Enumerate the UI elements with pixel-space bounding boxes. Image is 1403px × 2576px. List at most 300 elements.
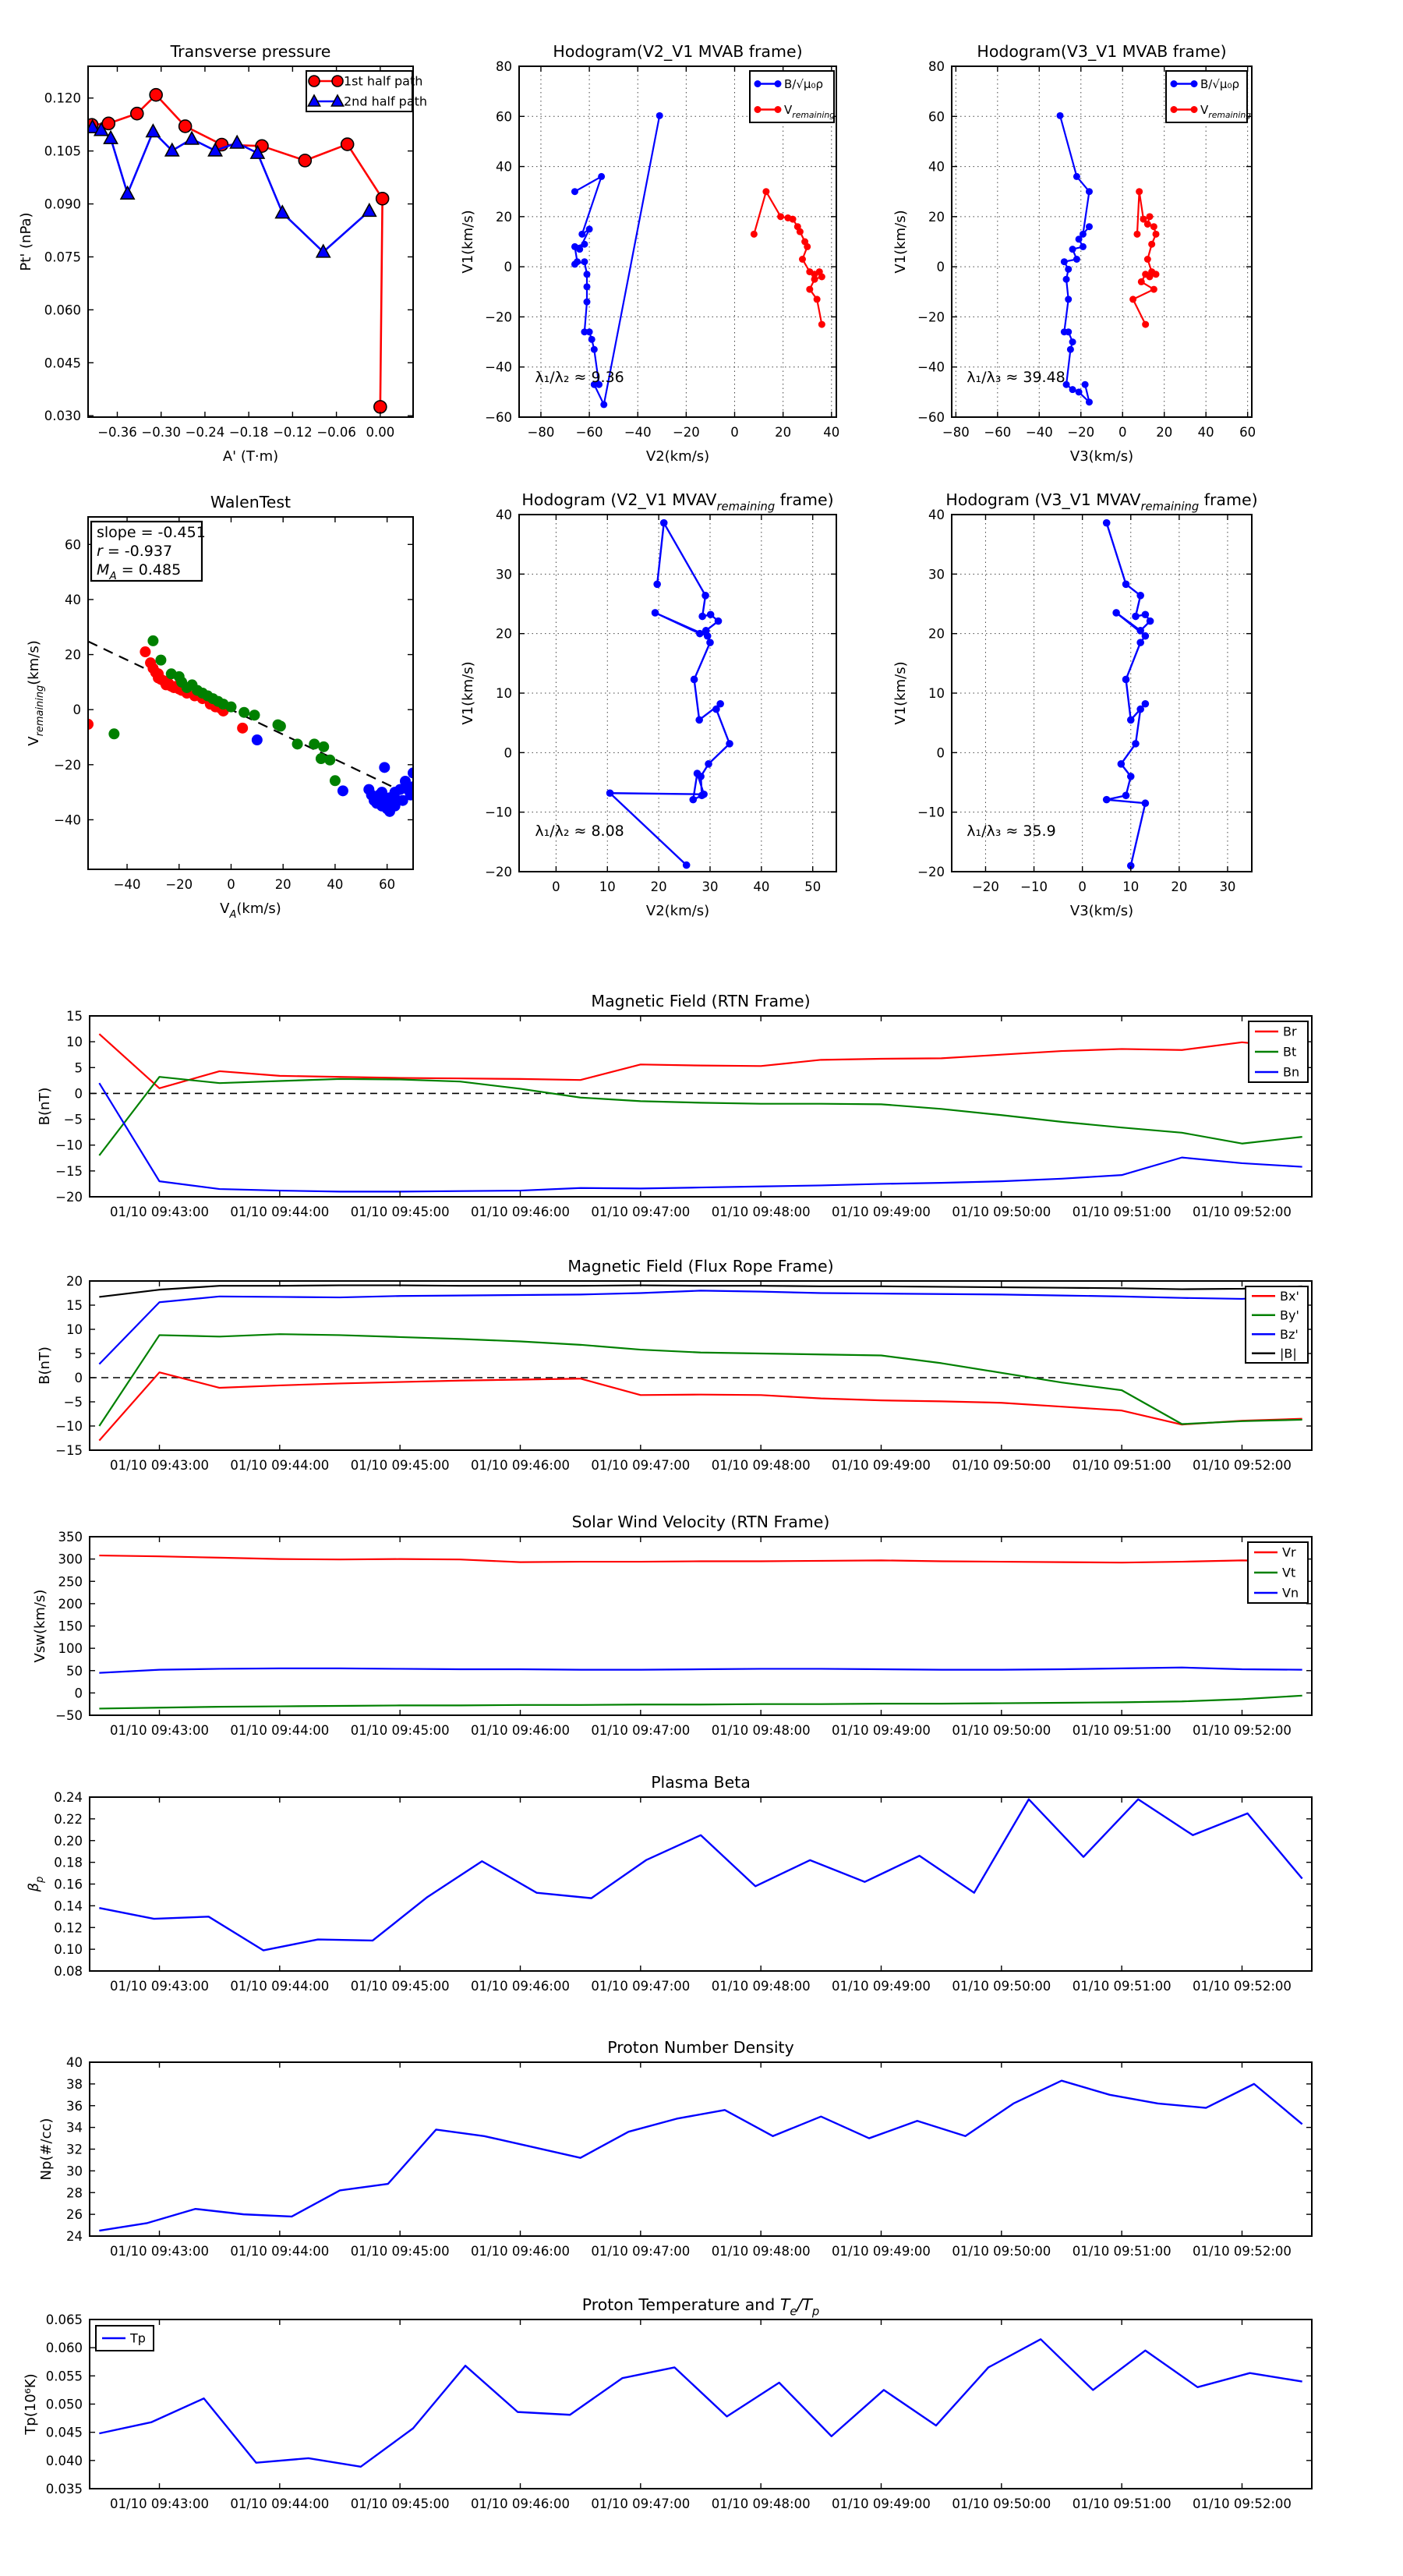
svg-text:0.045: 0.045	[44, 356, 81, 371]
svg-text:01/10 09:44:00: 01/10 09:44:00	[230, 1979, 330, 1994]
tick-labels	[46, 2312, 1292, 2511]
chart-walen-test	[26, 493, 419, 921]
svg-text:0.14: 0.14	[54, 1898, 83, 1914]
ticks	[90, 1281, 1312, 1450]
svg-text:01/10 09:45:00: 01/10 09:45:00	[350, 2244, 450, 2259]
tick-labels	[54, 1790, 1292, 1994]
series-group	[571, 112, 825, 409]
svg-text:20: 20	[928, 626, 945, 642]
svg-text:01/10 09:52:00: 01/10 09:52:00	[1193, 2496, 1292, 2511]
axes-frame	[90, 1797, 1312, 1971]
x-axis-label: V3(km/s)	[1069, 448, 1134, 465]
chart-title: Proton Temperature and $T_e/T_p$	[581, 2295, 820, 2319]
series-Bn	[99, 1083, 1302, 1191]
series-group	[1057, 112, 1160, 405]
svg-text:0.10: 0.10	[54, 1942, 83, 1958]
svg-text:01/10 09:47:00: 01/10 09:47:00	[591, 1723, 691, 1738]
svg-text:−40: −40	[54, 812, 81, 828]
svg-text:60: 60	[379, 877, 396, 892]
svg-text:01/10 09:51:00: 01/10 09:51:00	[1072, 1205, 1172, 1219]
svg-text:01/10 09:50:00: 01/10 09:50:00	[952, 2244, 1051, 2259]
chart-title: Proton Number Density	[607, 2038, 794, 2057]
svg-text:0.12: 0.12	[54, 1920, 83, 1936]
chart-magnetic-field-rtn	[37, 992, 1312, 1219]
svg-text:01/10 09:51:00: 01/10 09:51:00	[1072, 1458, 1172, 1473]
svg-text:Bt: Bt	[1283, 1044, 1297, 1060]
series-group	[86, 89, 389, 413]
svg-text:0.060: 0.060	[45, 2341, 83, 2356]
svg-text:01/10 09:46:00: 01/10 09:46:00	[471, 2244, 570, 2259]
chart-hodogram-v2v1-mvab	[460, 42, 839, 465]
svg-text:01/10 09:51:00: 01/10 09:51:00	[1072, 2244, 1172, 2259]
svg-text:−60: −60	[575, 425, 603, 440]
svg-text:01/10 09:52:00: 01/10 09:52:00	[1193, 2244, 1292, 2259]
x-axis-label: V2(km/s)	[645, 903, 710, 919]
svg-text:10: 10	[496, 686, 512, 701]
svg-text:0.035: 0.035	[45, 2482, 83, 2496]
svg-text:01/10 09:49:00: 01/10 09:49:00	[832, 2496, 931, 2511]
svg-text:20: 20	[496, 209, 512, 225]
svg-text:−80: −80	[527, 425, 555, 440]
svg-text:40: 40	[753, 879, 770, 894]
svg-text:r = -0.937: r = -0.937	[97, 543, 173, 560]
series-group	[99, 1034, 1302, 1191]
ticks	[90, 1797, 1312, 1971]
svg-text:01/10 09:50:00: 01/10 09:50:00	[952, 1458, 1051, 1473]
svg-text:40: 40	[1197, 425, 1214, 440]
svg-text:−40: −40	[917, 359, 945, 375]
series-Tp	[99, 2339, 1302, 2466]
svg-text:0.055: 0.055	[45, 2369, 83, 2384]
chart-magnetic-field-flux-rope	[37, 1257, 1312, 1473]
svg-text:30: 30	[928, 567, 945, 582]
svg-text:01/10 09:43:00: 01/10 09:43:00	[110, 1205, 209, 1219]
svg-text:01/10 09:50:00: 01/10 09:50:00	[952, 1205, 1051, 1219]
series-Bt	[99, 1077, 1302, 1155]
ticks	[90, 1016, 1312, 1197]
svg-text:0.090: 0.090	[44, 196, 81, 212]
svg-text:MA = 0.485: $M_A = 0.485$	[97, 561, 182, 583]
svg-text:34: 34	[66, 2120, 83, 2135]
svg-text:01/10 09:48:00: 01/10 09:48:00	[711, 1205, 811, 1219]
chart-transverse-pressure	[18, 42, 427, 465]
svg-text:01/10 09:52:00: 01/10 09:52:00	[1193, 1979, 1292, 1994]
svg-text:01/10 09:50:00: 01/10 09:50:00	[952, 2496, 1051, 2511]
legend	[1248, 1542, 1308, 1603]
axes-frame	[90, 2319, 1312, 2489]
chart-title: Hodogram (V3_V1 $MVAV_{remaining}$ frame)	[945, 490, 1258, 514]
svg-text:−60: −60	[917, 410, 945, 425]
svg-text:01/10 09:48:00: 01/10 09:48:00	[711, 2244, 811, 2259]
svg-text:−20: −20	[672, 425, 700, 440]
svg-text:Vremaining: $V_{remaining}$	[1200, 103, 1252, 120]
series-group	[83, 635, 419, 817]
svg-text:01/10 09:51:00: 01/10 09:51:00	[1072, 2496, 1172, 2511]
svg-text:01/10 09:45:00: 01/10 09:45:00	[350, 1723, 450, 1738]
x-axis-label: $V_A(km/s)$	[220, 901, 281, 921]
y-axis-label: B(nT)	[37, 1087, 53, 1126]
svg-text:01/10 09:45:00: 01/10 09:45:00	[350, 1979, 450, 1994]
chart-title: Plasma Beta	[651, 1773, 751, 1792]
chart-proton-number-density	[38, 2038, 1312, 2259]
y-axis-label: $V_{remaining}(km/s)$	[26, 640, 46, 746]
stats-box	[91, 522, 206, 582]
svg-text:0.105: 0.105	[44, 143, 81, 159]
svg-text:60: 60	[496, 109, 512, 125]
svg-text:Bn: Bn	[1283, 1064, 1300, 1080]
svg-text:0: 0	[74, 1371, 83, 1385]
svg-text:0: 0	[72, 702, 81, 718]
svg-text:01/10 09:44:00: 01/10 09:44:00	[230, 1205, 330, 1219]
legend	[1249, 1021, 1308, 1082]
annotation: λ₁/λ₂ ≈ 8.08	[535, 823, 624, 840]
tick-labels	[55, 1274, 1292, 1473]
svg-text:01/10 09:48:00: 01/10 09:48:00	[711, 1458, 811, 1473]
legend	[750, 71, 835, 122]
svg-text:Br: Br	[1283, 1024, 1297, 1039]
svg-text:40: 40	[823, 425, 840, 440]
svg-text:40: 40	[66, 2055, 83, 2070]
svg-text:01/10 09:44:00: 01/10 09:44:00	[230, 1723, 330, 1738]
svg-text:B/√μ₀ρ: B/√μ₀ρ	[784, 77, 823, 91]
series-beta	[99, 1799, 1302, 1951]
svg-text:50: 50	[804, 879, 822, 894]
svg-text:0.045: 0.045	[45, 2425, 83, 2440]
y-axis-label: $\beta_p$	[26, 1876, 46, 1892]
svg-text:32: 32	[66, 2142, 83, 2157]
svg-text:−20: −20	[485, 865, 512, 879]
series-group	[1103, 519, 1154, 869]
annotation: λ₁/λ₃ ≈ 35.9	[967, 823, 1056, 840]
svg-text:01/10 09:43:00: 01/10 09:43:00	[110, 1458, 209, 1473]
svg-text:150: 150	[58, 1619, 83, 1634]
chart-hodogram-v3v1-mvav	[892, 490, 1258, 919]
svg-text:01/10 09:46:00: 01/10 09:46:00	[471, 2496, 570, 2511]
svg-text:10: 10	[599, 879, 616, 894]
annotation: λ₁/λ₂ ≈ 9.36	[535, 369, 624, 386]
legend	[1246, 1286, 1308, 1363]
svg-text:20: 20	[775, 425, 792, 440]
svg-text:01/10 09:49:00: 01/10 09:49:00	[832, 1205, 931, 1219]
svg-text:01/10 09:47:00: 01/10 09:47:00	[591, 1205, 691, 1219]
svg-text:20: 20	[274, 877, 292, 892]
svg-text:30: 30	[1219, 879, 1236, 894]
svg-text:01/10 09:49:00: 01/10 09:49:00	[832, 1979, 931, 1994]
legend	[96, 2326, 154, 2351]
svg-text:−10: −10	[485, 805, 512, 820]
svg-text:0: 0	[504, 260, 512, 275]
series-group	[99, 2339, 1302, 2466]
svg-text:50: 50	[66, 1663, 83, 1679]
svg-text:0.030: 0.030	[44, 409, 81, 424]
svg-text:01/10 09:47:00: 01/10 09:47:00	[591, 2496, 691, 2511]
svg-text:60: 60	[928, 109, 945, 125]
svg-text:20: 20	[66, 1274, 83, 1289]
svg-text:01/10 09:49:00: 01/10 09:49:00	[832, 1458, 931, 1473]
svg-text:01/10 09:51:00: 01/10 09:51:00	[1072, 1979, 1172, 1994]
svg-text:|B|: |B|	[1280, 1346, 1297, 1361]
svg-text:01/10 09:45:00: 01/10 09:45:00	[350, 1205, 450, 1219]
series-group	[606, 519, 733, 869]
svg-text:250: 250	[58, 1574, 83, 1590]
svg-text:01/10 09:43:00: 01/10 09:43:00	[110, 2244, 209, 2259]
svg-text:0: 0	[1118, 425, 1127, 440]
series-group	[99, 2081, 1302, 2231]
svg-text:40: 40	[496, 508, 512, 522]
chart-title: Transverse pressure	[170, 42, 331, 61]
svg-text:40: 40	[928, 508, 945, 522]
svg-text:0.22: 0.22	[54, 1811, 83, 1827]
series-Vremaining	[754, 192, 822, 324]
svg-text:40: 40	[928, 159, 945, 175]
svg-text:01/10 09:46:00: 01/10 09:46:00	[471, 1205, 570, 1219]
svg-text:−0.30: −0.30	[141, 425, 181, 440]
svg-text:40: 40	[496, 159, 512, 175]
y-axis-label: V1(km/s)	[460, 661, 476, 725]
svg-text:0.16: 0.16	[54, 1877, 83, 1892]
svg-text:slope = -0.451: slope = -0.451	[97, 524, 206, 541]
x-axis-label: A' (T·m)	[222, 448, 279, 465]
svg-text:By': By'	[1280, 1307, 1299, 1323]
svg-text:−60: −60	[984, 425, 1012, 440]
series-Vn	[99, 1668, 1302, 1673]
grid	[519, 515, 836, 872]
svg-text:10: 10	[66, 1035, 83, 1050]
svg-text:01/10 09:52:00: 01/10 09:52:00	[1193, 1205, 1292, 1219]
svg-text:0.18: 0.18	[54, 1855, 83, 1870]
svg-text:01/10 09:50:00: 01/10 09:50:00	[952, 1723, 1051, 1738]
svg-text:−0.12: −0.12	[273, 425, 313, 440]
svg-text:01/10 09:52:00: 01/10 09:52:00	[1193, 1458, 1292, 1473]
svg-text:01/10 09:46:00: 01/10 09:46:00	[471, 1723, 570, 1738]
svg-text:Vt: Vt	[1282, 1565, 1296, 1580]
legend	[306, 71, 427, 111]
ticks	[90, 2319, 1312, 2489]
ticks	[90, 2062, 1312, 2236]
svg-text:0: 0	[74, 1086, 83, 1102]
svg-text:30: 30	[496, 567, 512, 582]
y-axis-label: V1(km/s)	[892, 210, 909, 274]
y-axis-label: V1(km/s)	[460, 210, 476, 274]
chart-title: Magnetic Field (RTN Frame)	[591, 992, 811, 1010]
chart-proton-temperature	[23, 2295, 1312, 2511]
svg-text:60: 60	[65, 537, 81, 553]
svg-text:01/10 09:47:00: 01/10 09:47:00	[591, 1979, 691, 1994]
svg-text:−40: −40	[485, 359, 512, 375]
series-Vr	[99, 1555, 1302, 1562]
svg-text:0: 0	[936, 745, 945, 761]
chart-hodogram-v3v1-mvab	[892, 42, 1256, 465]
svg-text:−40: −40	[624, 425, 652, 440]
svg-text:40: 40	[327, 877, 344, 892]
svg-text:15: 15	[66, 1298, 83, 1313]
chart-title: Hodogram(V2_V1 MVAB frame)	[553, 42, 803, 61]
y-axis-label: Pt' (nPa)	[18, 212, 34, 271]
svg-text:−20: −20	[485, 310, 512, 325]
svg-text:−15: −15	[55, 1163, 83, 1179]
y-axis-label: B(nT)	[37, 1346, 53, 1385]
svg-text:−15: −15	[55, 1443, 83, 1458]
svg-text:Vn: Vn	[1282, 1585, 1299, 1601]
svg-text:20: 20	[650, 879, 667, 894]
series-group	[99, 1799, 1302, 1951]
svg-text:0: 0	[936, 260, 945, 275]
svg-text:26: 26	[66, 2207, 83, 2223]
svg-text:−10: −10	[1020, 879, 1048, 894]
svg-text:01/10 09:45:00: 01/10 09:45:00	[350, 1458, 450, 1473]
svg-text:80: 80	[496, 59, 512, 74]
svg-text:5: 5	[74, 1346, 83, 1361]
svg-text:Vremaining: $V_{remaining}$	[784, 103, 836, 120]
chart-hodogram-v2v1-mvav	[460, 490, 836, 919]
svg-text:01/10 09:45:00: 01/10 09:45:00	[350, 2496, 450, 2511]
series-Bx'	[99, 1372, 1302, 1440]
svg-text:20: 20	[65, 647, 81, 663]
svg-text:−40: −40	[113, 877, 141, 892]
series-Np	[99, 2081, 1302, 2231]
svg-text:20: 20	[496, 626, 512, 642]
legend	[1166, 71, 1251, 122]
svg-text:0: 0	[504, 745, 512, 761]
chart-title: WalenTest	[210, 493, 292, 511]
svg-text:38: 38	[66, 2076, 83, 2092]
svg-text:Bz': Bz'	[1280, 1326, 1299, 1342]
svg-text:0.20: 0.20	[54, 1833, 83, 1849]
svg-text:01/10 09:50:00: 01/10 09:50:00	[952, 1979, 1051, 1994]
svg-text:01/10 09:46:00: 01/10 09:46:00	[471, 1979, 570, 1994]
y-axis-label: Vsw(km/s)	[32, 1589, 48, 1663]
series-Br	[99, 1034, 1302, 1088]
svg-text:−20: −20	[917, 865, 945, 879]
y-axis-label: V1(km/s)	[892, 661, 909, 725]
svg-text:−40: −40	[1025, 425, 1053, 440]
svg-text:B/√μ₀ρ: B/√μ₀ρ	[1200, 77, 1239, 91]
svg-text:01/10 09:49:00: 01/10 09:49:00	[832, 2244, 931, 2259]
svg-text:01/10 09:48:00: 01/10 09:48:00	[711, 1723, 811, 1738]
svg-text:01/10 09:46:00: 01/10 09:46:00	[471, 1458, 570, 1473]
svg-text:60: 60	[1239, 425, 1256, 440]
svg-text:30: 30	[702, 879, 719, 894]
chart-title: Solar Wind Velocity (RTN Frame)	[571, 1513, 830, 1531]
y-axis-label: Tp(10⁶K)	[23, 2373, 39, 2435]
svg-text:5: 5	[74, 1060, 83, 1076]
svg-text:15: 15	[66, 1009, 83, 1024]
svg-text:24: 24	[66, 2229, 83, 2244]
svg-text:10: 10	[66, 1322, 83, 1337]
svg-text:01/10 09:44:00: 01/10 09:44:00	[230, 2496, 330, 2511]
svg-text:01/10 09:47:00: 01/10 09:47:00	[591, 2244, 691, 2259]
svg-text:−5: −5	[63, 1395, 83, 1410]
svg-text:0.120: 0.120	[44, 90, 81, 106]
svg-text:20: 20	[928, 209, 945, 225]
chart-title: Magnetic Field (Flux Rope Frame)	[567, 1257, 834, 1276]
svg-text:Bx': Bx'	[1280, 1288, 1299, 1304]
svg-text:−0.06: −0.06	[316, 425, 356, 440]
svg-text:36: 36	[66, 2098, 83, 2114]
svg-text:−0.18: −0.18	[228, 425, 269, 440]
svg-text:0.060: 0.060	[44, 303, 81, 318]
series-By'	[99, 1334, 1302, 1426]
svg-text:0.065: 0.065	[45, 2312, 83, 2327]
svg-text:0.075: 0.075	[44, 249, 81, 265]
chart-title: Hodogram(V3_V1 MVAB frame)	[977, 42, 1227, 61]
svg-text:01/10 09:43:00: 01/10 09:43:00	[110, 2496, 209, 2511]
svg-text:−50: −50	[55, 1708, 83, 1723]
annotation: λ₁/λ₃ ≈ 39.48	[967, 369, 1066, 386]
svg-text:−20: −20	[54, 757, 81, 773]
svg-text:01/10 09:44:00: 01/10 09:44:00	[230, 2244, 330, 2259]
svg-text:−80: −80	[942, 425, 970, 440]
svg-text:1st half path: 1st half path	[344, 73, 423, 89]
svg-text:01/10 09:49:00: 01/10 09:49:00	[832, 1723, 931, 1738]
x-axis-label: V2(km/s)	[645, 448, 710, 465]
chart-title: Hodogram (V2_V1 $MVAV_{remaining}$ frame)	[521, 490, 834, 514]
svg-text:20: 20	[1171, 879, 1188, 894]
grid	[952, 515, 1252, 872]
series-group	[99, 1286, 1302, 1441]
svg-text:−20: −20	[917, 310, 945, 325]
svg-text:−0.36: −0.36	[97, 425, 137, 440]
x-axis-label: V3(km/s)	[1069, 903, 1134, 919]
svg-text:0.040: 0.040	[45, 2453, 83, 2468]
svg-text:−5: −5	[63, 1112, 83, 1127]
ticks	[90, 1537, 1312, 1715]
svg-text:350: 350	[58, 1530, 83, 1545]
axes-frame	[90, 1537, 1312, 1715]
svg-text:01/10 09:43:00: 01/10 09:43:00	[110, 1979, 209, 1994]
svg-text:−60: −60	[485, 410, 512, 425]
chart-plasma-beta	[26, 1773, 1312, 1994]
svg-text:Tp: Tp	[130, 2330, 146, 2346]
svg-text:0.050: 0.050	[45, 2397, 83, 2412]
svg-text:01/10 09:44:00: 01/10 09:44:00	[230, 1458, 330, 1473]
svg-text:−0.24: −0.24	[185, 425, 225, 440]
svg-text:01/10 09:52:00: 01/10 09:52:00	[1193, 1723, 1292, 1738]
svg-text:0.24: 0.24	[54, 1790, 83, 1805]
axes-frame	[90, 2062, 1312, 2236]
svg-text:0.00: 0.00	[366, 425, 395, 440]
svg-text:01/10 09:47:00: 01/10 09:47:00	[591, 1458, 691, 1473]
svg-text:01/10 09:51:00: 01/10 09:51:00	[1072, 1723, 1172, 1738]
svg-text:200: 200	[58, 1596, 83, 1612]
svg-text:20: 20	[1156, 425, 1173, 440]
svg-text:01/10 09:48:00: 01/10 09:48:00	[711, 2496, 811, 2511]
svg-text:01/10 09:48:00: 01/10 09:48:00	[711, 1979, 811, 1994]
svg-text:2nd half path: 2nd half path	[344, 94, 428, 109]
series-Vt	[99, 1696, 1302, 1709]
svg-text:−20: −20	[165, 877, 193, 892]
svg-text:−10: −10	[917, 805, 945, 820]
svg-text:0: 0	[74, 1686, 83, 1701]
svg-text:−10: −10	[55, 1138, 83, 1153]
svg-text:28: 28	[66, 2185, 83, 2201]
series-group	[99, 1555, 1302, 1708]
svg-text:01/10 09:43:00: 01/10 09:43:00	[110, 1723, 209, 1738]
svg-text:−20: −20	[972, 879, 999, 894]
y-axis-label: Np(#/cc)	[38, 2118, 55, 2181]
svg-text:40: 40	[65, 592, 81, 607]
svg-text:0: 0	[1078, 879, 1087, 894]
tick-labels	[917, 508, 1235, 894]
svg-text:100: 100	[58, 1641, 83, 1657]
svg-text:10: 10	[928, 686, 945, 701]
series-fit	[88, 642, 413, 797]
svg-text:−20: −20	[55, 1190, 83, 1205]
svg-text:0: 0	[227, 877, 235, 892]
svg-text:0.08: 0.08	[54, 1964, 83, 1979]
svg-text:80: 80	[928, 59, 945, 74]
svg-text:0: 0	[552, 879, 560, 894]
